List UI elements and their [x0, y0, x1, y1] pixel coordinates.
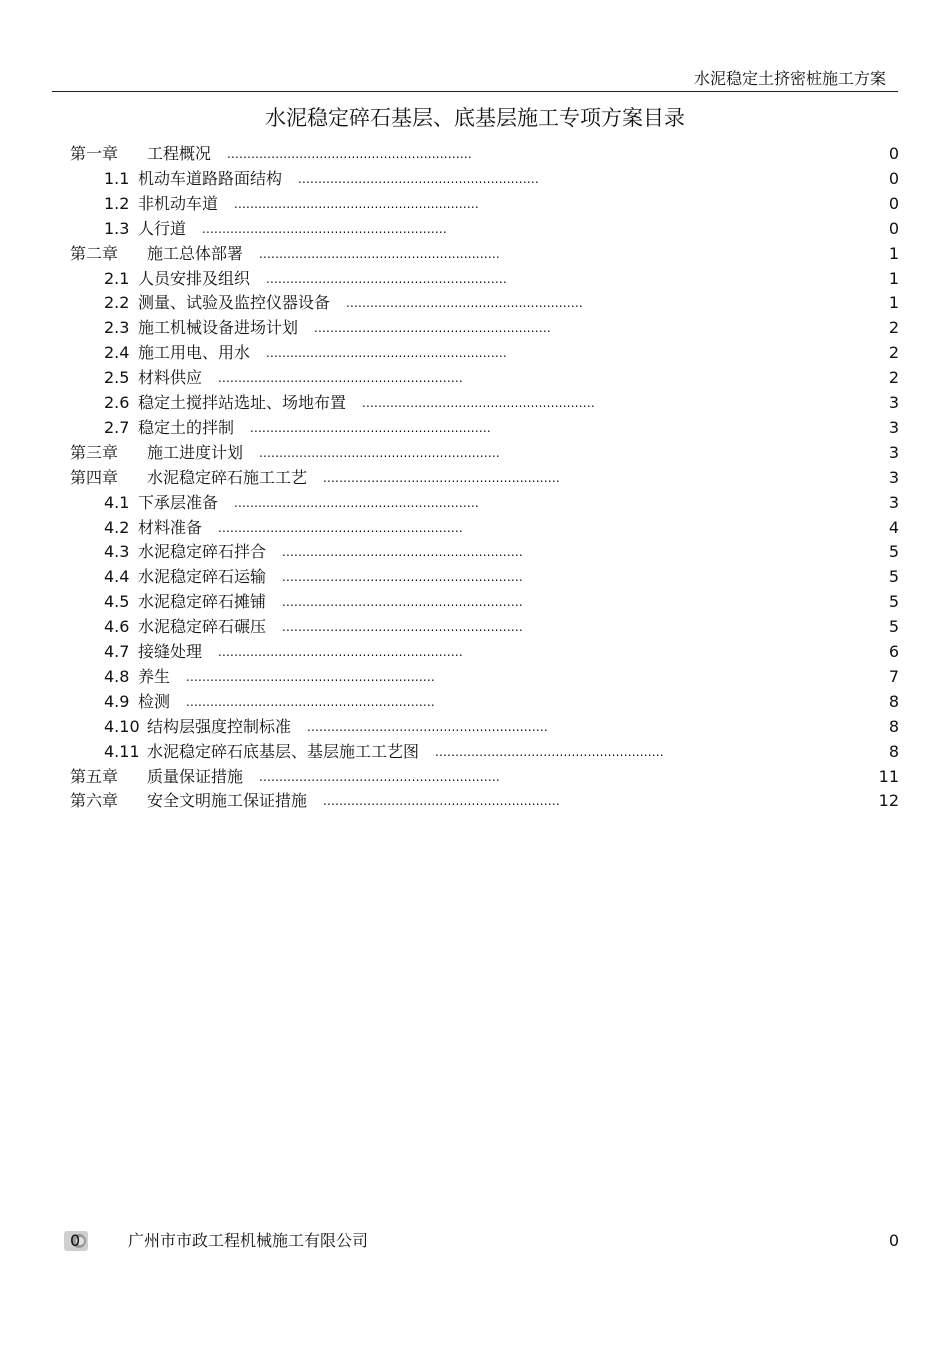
toc-number: 第二章 [70, 243, 119, 263]
toc-label: 水泥稳定碎石碾压 [138, 617, 267, 637]
toc-dot-leader: .............................................................. [186, 669, 435, 684]
document-title: 水泥稳定碎石基层、底基层施工专项方案目录 [265, 106, 685, 130]
toc-row[interactable] [0, 216, 950, 241]
toc-page-number: 0 [888, 168, 899, 188]
toc-number: 2.4 [104, 343, 130, 363]
toc-label: 材料供应 [138, 368, 203, 388]
toc-row[interactable] [0, 539, 950, 564]
toc-number: 4.11 [104, 741, 140, 761]
toc-dot-leader: ............................................................. [234, 495, 479, 510]
toc-page-number: 3 [888, 442, 899, 462]
toc-number: 2.1 [104, 268, 130, 288]
toc-row[interactable] [0, 465, 950, 490]
toc-dot-leader: ............................................................. [218, 645, 463, 659]
page-footer [0, 1228, 950, 1253]
toc-dot-leader: ........................................................... [314, 321, 551, 336]
toc-page-number: 8 [888, 716, 899, 736]
toc-number: 4.9 [104, 691, 130, 711]
toc-page-number: 3 [888, 393, 899, 412]
toc-number: 第三章 [70, 442, 119, 462]
toc-number: 4.7 [104, 642, 130, 661]
toc-dot-leader: ............................................................ [298, 171, 539, 186]
toc-page-number: 5 [888, 567, 899, 587]
toc-number: 4.3 [104, 542, 130, 562]
toc-row[interactable] [0, 614, 950, 639]
toc-page-number: 12 [878, 791, 899, 811]
toc-row[interactable] [0, 340, 950, 365]
toc-number: 第四章 [70, 467, 119, 487]
toc-label: 人行道 [138, 218, 187, 238]
toc-dot-leader: ............................................................ [282, 595, 523, 610]
toc-label: 施工用电、用水 [138, 343, 251, 363]
toc-label: 稳定土搅拌站选址、场地布置 [138, 393, 347, 412]
toc-page-number: 0 [888, 193, 899, 213]
toc-page-number: 11 [878, 766, 899, 786]
toc-page-number: 1 [888, 293, 899, 313]
toc-number: 2.3 [104, 318, 130, 338]
toc-row[interactable] [0, 589, 950, 614]
toc-number: 4.4 [104, 567, 130, 587]
toc-row[interactable] [0, 365, 950, 390]
toc-number: 2.5 [104, 368, 130, 388]
toc-dot-leader: ........................................................... [346, 296, 583, 311]
toc-page-number: 0 [888, 144, 899, 163]
toc-page-number: 3 [888, 467, 899, 487]
toc-number: 2.6 [104, 393, 130, 412]
toc-page-number: 7 [888, 666, 899, 686]
toc-row[interactable] [0, 639, 950, 664]
toc-number: 4.6 [104, 617, 130, 637]
toc-label: 水泥稳定碎石拌合 [138, 542, 267, 562]
toc-label: 水泥稳定碎石施工工艺 [147, 467, 308, 487]
toc-row[interactable] [0, 515, 950, 540]
toc-dot-leader: ............................................................. [218, 371, 463, 386]
toc-row[interactable] [0, 191, 950, 216]
toc-row[interactable] [0, 689, 950, 714]
toc-page-number: 2 [888, 343, 899, 363]
toc-dot-leader: ............................................................ [282, 620, 523, 635]
footer-logo-number: 0 [70, 1231, 81, 1250]
toc-label: 质量保证措施 [147, 766, 244, 786]
toc-label: 测量、试验及监控仪器设备 [138, 293, 331, 313]
toc-row[interactable] [0, 788, 950, 813]
toc-label: 检测 [138, 691, 171, 711]
toc-page-number: 0 [888, 218, 899, 238]
toc-page-number: 1 [888, 243, 899, 263]
toc-label: 安全文明施工保证措施 [147, 791, 308, 811]
footer-company-name: 广州市市政工程机械施工有限公司 [128, 1231, 369, 1250]
toc-row[interactable] [0, 415, 950, 440]
footer-page-number: 0 [888, 1231, 899, 1250]
toc-label: 材料准备 [138, 517, 203, 537]
toc-dot-leader: .......................................................... [362, 396, 595, 410]
toc-label: 施工进度计划 [147, 442, 244, 462]
toc-number: 第六章 [70, 791, 119, 811]
toc-row[interactable] [0, 739, 950, 764]
toc-label: 施工总体部署 [147, 243, 244, 263]
toc-number: 1.1 [104, 168, 130, 188]
toc-page-number: 3 [888, 417, 899, 437]
toc-row[interactable] [0, 266, 950, 291]
toc-page-number: 5 [888, 542, 899, 562]
toc-dot-leader: ............................................................ [250, 420, 491, 435]
toc-page-number: 2 [888, 318, 899, 338]
running-header: 水泥稳定土挤密桩施工方案 [693, 69, 886, 88]
toc-row[interactable] [0, 564, 950, 589]
toc-page-number: 5 [888, 617, 899, 637]
toc-row[interactable] [0, 764, 950, 789]
toc-number: 1.3 [104, 218, 130, 238]
toc-label: 水泥稳定碎石运输 [138, 567, 267, 587]
toc-number: 第五章 [70, 766, 119, 786]
toc-page-number: 3 [888, 492, 899, 512]
toc-dot-leader: ............................................................. [234, 196, 479, 211]
toc-row[interactable] [0, 290, 950, 315]
toc-label: 水泥稳定碎石摊铺 [138, 592, 267, 612]
toc-row[interactable] [0, 490, 950, 515]
toc-page-number: 2 [888, 368, 899, 388]
toc-dot-leader: ............................................................ [266, 346, 507, 361]
toc-label: 下承层准备 [138, 492, 219, 512]
toc-row[interactable] [0, 315, 950, 340]
toc-number: 4.10 [104, 716, 140, 736]
toc-dot-leader: ............................................................ [307, 719, 548, 734]
toc-dot-leader: ............................................................ [282, 545, 523, 560]
toc-row[interactable] [0, 166, 950, 191]
toc-dot-leader: ............................................................ [282, 570, 523, 585]
toc-label: 接缝处理 [138, 642, 203, 661]
toc-dot-leader: ............................................................ [259, 246, 500, 261]
toc-number: 4.1 [104, 492, 130, 512]
toc-label: 结构层强度控制标准 [147, 716, 292, 736]
toc-number: 2.7 [104, 417, 130, 437]
toc-label: 水泥稳定碎石底基层、基层施工工艺图 [147, 741, 420, 761]
toc-page-number: 6 [888, 642, 899, 661]
toc-page-number: 5 [888, 592, 899, 612]
toc-label: 施工机械设备进场计划 [138, 318, 299, 338]
toc-label: 养生 [138, 666, 171, 686]
header-rule [52, 91, 898, 92]
toc-dot-leader: ............................................................ [259, 769, 500, 784]
toc-label: 工程概况 [147, 144, 212, 163]
toc-page-number: 1 [888, 268, 899, 288]
toc-dot-leader: ........................................................... [323, 794, 560, 809]
toc-row[interactable] [0, 241, 950, 266]
toc-label: 机动车道路路面结构 [138, 168, 283, 188]
toc-number: 4.8 [104, 666, 130, 686]
toc-dot-leader: ........................................................... [323, 470, 560, 485]
toc-row[interactable] [0, 664, 950, 689]
toc-label: 非机动车道 [138, 193, 219, 213]
toc-row[interactable] [0, 141, 950, 166]
toc-number: 4.2 [104, 517, 130, 537]
toc-number: 2.2 [104, 293, 130, 313]
toc-number: 1.2 [104, 193, 130, 213]
toc-dot-leader: ......................................................... [435, 744, 664, 759]
toc-page-number: 8 [888, 691, 899, 711]
toc-dot-leader: .............................................................. [186, 694, 435, 709]
toc-dot-leader: ............................................................ [266, 271, 507, 286]
toc-number: 4.5 [104, 592, 130, 612]
toc-label: 稳定土的拌制 [138, 417, 235, 437]
toc-page-number: 8 [888, 741, 899, 761]
toc-row[interactable] [0, 714, 950, 739]
toc-page-number: 4 [888, 517, 899, 537]
toc-dot-leader: ............................................................ [259, 445, 500, 460]
toc-dot-leader: ............................................................. [202, 221, 447, 236]
toc-dot-leader: ............................................................. [227, 147, 472, 161]
toc-dot-leader: ............................................................. [218, 520, 463, 535]
toc-row[interactable] [0, 440, 950, 465]
toc-number: 第一章 [70, 144, 119, 163]
toc-label: 人员安排及组织 [138, 268, 251, 288]
toc-row[interactable] [0, 390, 950, 415]
